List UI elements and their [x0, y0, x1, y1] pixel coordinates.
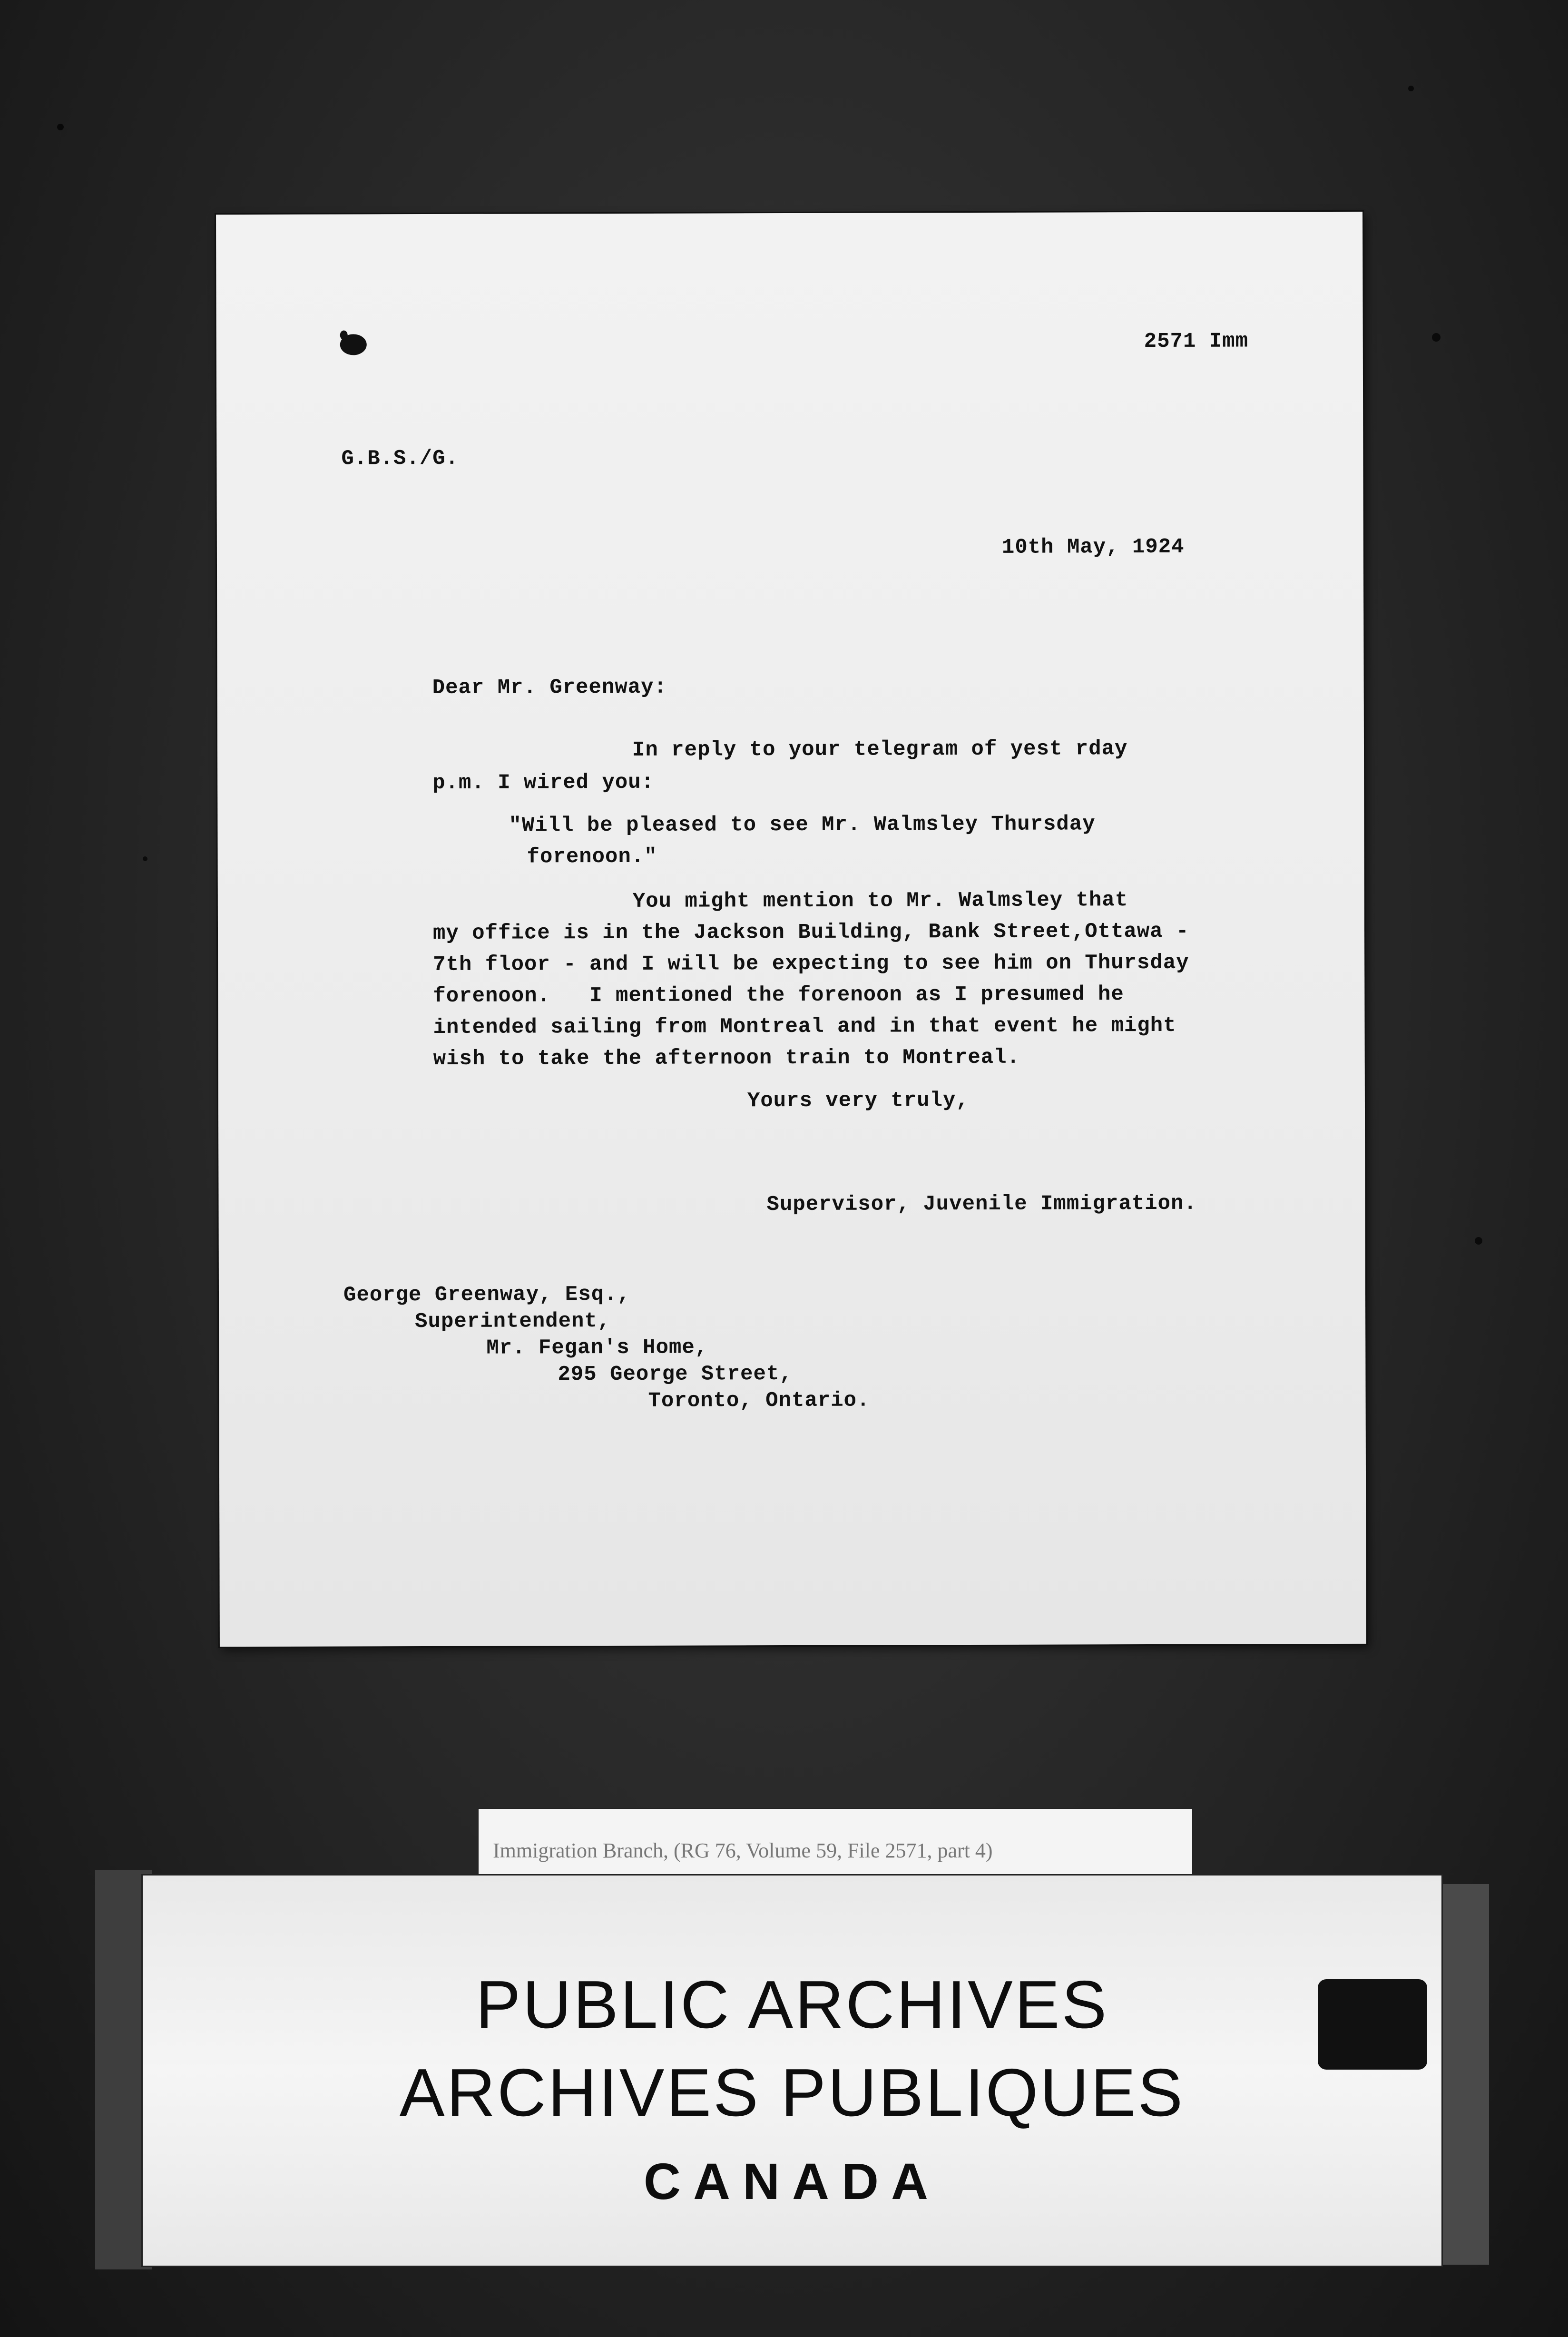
body-line: my office is in the Jackson Building, Bank Street,Ottawa -	[432, 919, 1189, 945]
letter-date: 10th May, 1924	[1001, 535, 1185, 560]
film-speck	[1408, 86, 1414, 91]
placard-title-english: PUBLIC ARCHIVES	[475, 1967, 1109, 2042]
body-line: wish to take the afternoon train to Montreal.	[433, 1045, 1020, 1071]
ink-blot-icon	[335, 328, 369, 357]
body-line: forenoon. I mentioned the forenoon as I presumed he	[433, 982, 1124, 1008]
quoted-telegram: "Will be pleased to see Mr. Walmsley Thursday	[509, 812, 1096, 838]
film-speck	[143, 856, 147, 861]
body-line: In reply to your telegram of yest rday	[632, 737, 1128, 762]
closing: Yours very truly,	[747, 1089, 969, 1113]
signature-title: Supervisor, Juvenile Immigration.	[766, 1191, 1197, 1217]
salutation: Dear Mr. Greenway:	[432, 675, 667, 700]
body-line: You might mention to Mr. Walmsley that	[632, 888, 1128, 913]
body-line: intended sailing from Montreal and in that event he might	[433, 1013, 1176, 1040]
address-line: Toronto, Ontario.	[648, 1388, 870, 1413]
film-speck	[1432, 333, 1441, 342]
archive-reference-text: Immigration Branch, (RG 76, Volume 59, File 2571, part 4)	[493, 1839, 993, 1862]
file-reference: 2571 Imm	[1144, 329, 1249, 354]
body-line: 7th floor - and I will be expecting to see him on Thursday	[433, 951, 1189, 977]
body-line: p.m. I wired you:	[432, 770, 655, 795]
address-line: 295 George Street,	[558, 1362, 793, 1387]
tape-right	[1437, 1884, 1489, 2265]
initials: G.B.S./G.	[341, 446, 459, 471]
film-speck	[57, 124, 64, 130]
placard-country: CANADA	[644, 2152, 941, 2210]
film-speck	[1475, 1237, 1482, 1245]
quoted-telegram: forenoon."	[527, 844, 657, 869]
address-line: Superintendent,	[415, 1309, 611, 1334]
archives-placard	[143, 1875, 1441, 2266]
binder-clip-icon	[1318, 1979, 1427, 2070]
address-line: George Greenway, Esq.,	[343, 1282, 630, 1307]
letter-sheet	[216, 212, 1366, 1647]
placard-title-french: ARCHIVES PUBLIQUES	[399, 2055, 1185, 2131]
address-line: Mr. Fegan's Home,	[486, 1335, 708, 1360]
